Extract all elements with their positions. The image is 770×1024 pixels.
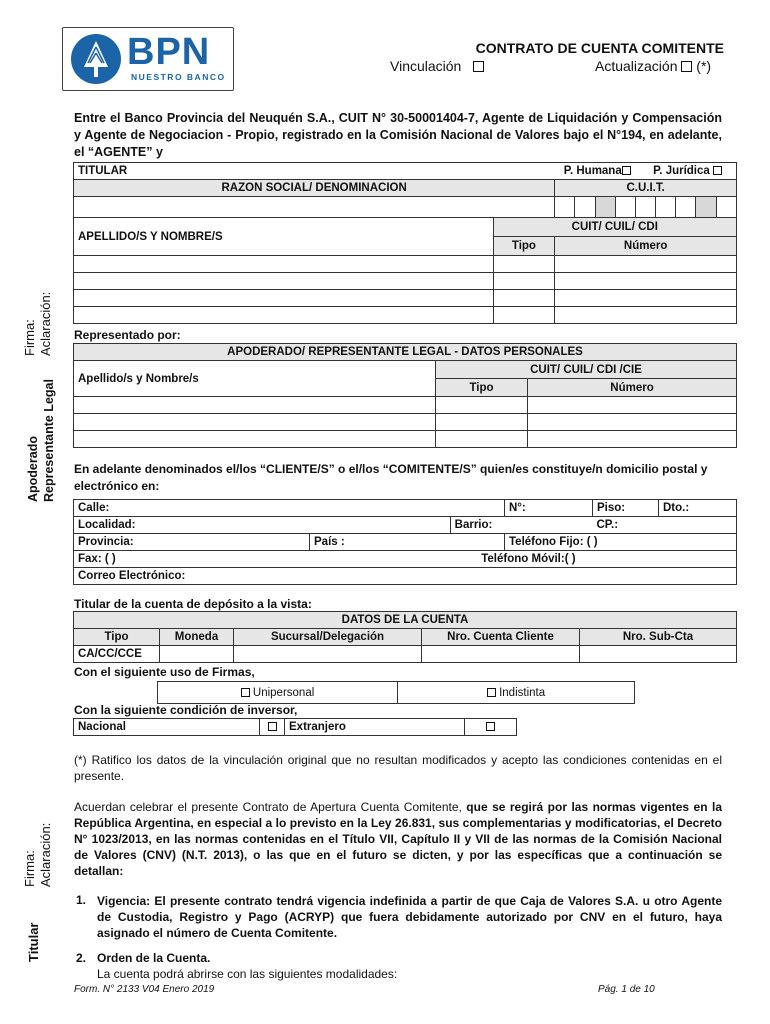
- inversor-table: [73, 718, 517, 736]
- extranjero-checkbox[interactable]: [486, 722, 495, 731]
- firmas-label: Con el siguiente uso de Firmas,: [74, 665, 255, 679]
- cuenta-tipo-header: Tipo: [74, 629, 160, 646]
- firma-unipersonal-option[interactable]: Unipersonal: [158, 682, 398, 704]
- titular-table: [73, 162, 737, 324]
- item-2-title: Orden de la Cuenta.: [97, 951, 211, 965]
- barrio-field[interactable]: Barrio:: [450, 517, 592, 534]
- footer-form: Form. N° 2133 V04 Enero 2019: [74, 984, 215, 995]
- cuenta-nro-cliente-header: Nro. Cuenta Cliente: [422, 629, 580, 646]
- cuit-separator: [595, 197, 615, 218]
- rep-tipo-input[interactable]: [436, 414, 528, 431]
- cuenta-moneda-input[interactable]: [160, 646, 234, 663]
- cuit-digit[interactable]: [615, 197, 635, 218]
- acuerdan-lead: Acuerdan celebrar el presente Contrato de Apertura Cuenta Comitente,: [74, 800, 462, 814]
- acuerdan-paragraph: [74, 799, 722, 879]
- nacional-label: Nacional: [74, 719, 260, 736]
- cuenta-table: [73, 611, 737, 663]
- apellido-header: APELLIDO/S Y NOMBRE/S: [74, 218, 494, 256]
- side-firma-apoderado: Firma:: [22, 319, 37, 356]
- cuit-digit[interactable]: [635, 197, 655, 218]
- cuit-digit[interactable]: [676, 197, 696, 218]
- rep-name-input[interactable]: [74, 431, 436, 448]
- cuenta-sucursal-input[interactable]: [234, 646, 422, 663]
- titular-tipo-input[interactable]: [493, 273, 555, 290]
- extranjero-label: Extranjero: [285, 719, 465, 736]
- rep-numero-header: Número: [528, 379, 737, 397]
- unipersonal-checkbox[interactable]: [241, 688, 250, 697]
- titular-label: TITULAR: [74, 163, 555, 180]
- titular-tipo-input[interactable]: [493, 307, 555, 324]
- cuit-header: C.U.I.T.: [555, 180, 737, 197]
- persona-type: P. Humana P. Jurídica: [555, 163, 737, 180]
- titular-name-input[interactable]: [74, 256, 494, 273]
- pais-field[interactable]: País :: [310, 534, 505, 551]
- titular-name-input[interactable]: [74, 307, 494, 324]
- correo-field[interactable]: Correo Electrónico:: [74, 568, 737, 585]
- acuerdan-body: que se regirá por las normas vigentes en la República Argentina, en especial a lo previsto en la Ley 26.831, sus complementarias y modificatorias, el Decreto N° 1023/2013, en las normas contenidas en el Título VII, Capítulo II y VII de las normas de la Comisión Nacional de Valores (CNV) (N.T. 2013), o las que en el futuro se dicten, y por las específicas que a continuación se detallan:: [74, 800, 722, 878]
- item-2-text: La cuenta podrá abrirse con las siguientes modalidades:: [97, 967, 398, 981]
- actualizacion-label: Actualización (*): [595, 58, 712, 74]
- side-aclaracion-apoderado: Aclaración:: [38, 291, 53, 356]
- cuenta-label: Titular de la cuenta de depósito a la vista:: [74, 597, 312, 611]
- item-2-number: 2.: [76, 951, 87, 965]
- intro-paragraph: Entre el Banco Provincia del Neuquén S.A., CUIT N° 30-50001404-7, Agente de Liquidación y Compensación y Agente de Negociacion - Propio, registrado en la Comisión Nacional de Valores bajo el N°194, en adelante, el “AGENTE” y: [74, 111, 722, 159]
- side-titular: Titular: [26, 922, 41, 962]
- titular-numero-input[interactable]: [555, 307, 737, 324]
- dto-field[interactable]: Dto.:: [659, 500, 737, 517]
- numero-header: Número: [555, 237, 737, 256]
- cuenta-nro-sub-header: Nro. Sub-Cta: [580, 629, 737, 646]
- side-firma-titular: Firma:: [22, 850, 37, 887]
- rep-name-input[interactable]: [74, 397, 436, 414]
- razon-social-input[interactable]: [74, 197, 555, 218]
- item-1-text: Vigencia: El presente contrato tendrá vigencia indefinida a partir de que Caja de Valores S.A. u otro Agente de Custodia, Registro y Pago (ACRYP) que fuera debidamente autorizado por CNV en el futuro, haya asignado el número de Cuenta Comitente.: [97, 894, 722, 940]
- side-representante: Representante Legal: [42, 379, 56, 502]
- logo-text: BPN: [127, 31, 211, 73]
- piso-field[interactable]: Piso:: [593, 500, 659, 517]
- inversor-label: Con la siguiente condición de inversor,: [74, 703, 298, 717]
- p-humana-checkbox[interactable]: [622, 166, 631, 175]
- tree-icon: [70, 33, 122, 85]
- rep-tipo-header: Tipo: [436, 379, 528, 397]
- cuit-digit[interactable]: [555, 197, 575, 218]
- rep-numero-input[interactable]: [528, 431, 737, 448]
- provincia-field[interactable]: Provincia:: [74, 534, 310, 551]
- titular-numero-input[interactable]: [555, 273, 737, 290]
- representante-table: [73, 343, 737, 448]
- vinculacion-checkbox[interactable]: [473, 61, 484, 72]
- cuit-digit[interactable]: [656, 197, 676, 218]
- rep-apellido-header: Apellido/s y Nombre/s: [74, 361, 436, 397]
- nro-field[interactable]: N°:: [505, 500, 593, 517]
- calle-field[interactable]: Calle:: [74, 500, 451, 517]
- cuit-digit[interactable]: [716, 197, 736, 218]
- titular-numero-input[interactable]: [555, 256, 737, 273]
- cuit-cuil-header: CUIT/ CUIL/ CDI: [493, 218, 736, 237]
- rep-numero-input[interactable]: [528, 414, 737, 431]
- side-aclaracion-titular: Aclaración:: [38, 822, 53, 887]
- razon-social-header: RAZON SOCIAL/ DENOMINACION: [74, 180, 555, 197]
- rep-cuit-header: CUIT/ CUIL/ CDI /CIE: [436, 361, 737, 379]
- fax-field[interactable]: Fax: ( ): [74, 551, 478, 568]
- firmas-table: [157, 681, 635, 704]
- cp-field[interactable]: CP.:: [593, 517, 737, 534]
- ratifico-paragraph: (*) Ratifico los datos de la vinculación original que no resultan modificados y acepto las condiciones contenidas en el presente.: [74, 753, 722, 783]
- cuenta-nro-sub-input[interactable]: [580, 646, 737, 663]
- rep-numero-input[interactable]: [528, 397, 737, 414]
- titular-tipo-input[interactable]: [493, 290, 555, 307]
- logo-tagline: NUESTRO BANCO: [131, 72, 226, 82]
- rep-tipo-input[interactable]: [436, 397, 528, 414]
- representante-title: APODERADO/ REPRESENTANTE LEGAL - DATOS PERSONALES: [74, 344, 737, 361]
- indistinta-checkbox[interactable]: [487, 688, 496, 697]
- cuit-separator: [696, 197, 716, 218]
- actualizacion-checkbox[interactable]: [681, 61, 692, 72]
- titular-tipo-input[interactable]: [493, 256, 555, 273]
- rep-tipo-input[interactable]: [436, 431, 528, 448]
- page-title: CONTRATO DE CUENTA COMITENTE: [475, 40, 724, 56]
- clientes-paragraph: En adelante denominados el/los “CLIENTE/S” o el/los “COMITENTE/S” quien/es constituye/n domicilio postal y electrónico en:: [74, 462, 708, 493]
- side-apoderado: Apoderado: [26, 436, 40, 502]
- titular-name-input[interactable]: [74, 290, 494, 307]
- p-juridica-checkbox[interactable]: [713, 166, 722, 175]
- rep-name-input[interactable]: [74, 414, 436, 431]
- tipo-header: Tipo: [493, 237, 555, 256]
- domicilio-table: [73, 499, 737, 585]
- cuenta-sucursal-header: Sucursal/Delegación: [234, 629, 422, 646]
- movil-field[interactable]: Teléfono Móvil:( ): [477, 551, 736, 568]
- titular-numero-input[interactable]: [555, 290, 737, 307]
- footer-page: Pág. 1 de 10: [598, 984, 655, 995]
- cuenta-nro-cliente-input[interactable]: [422, 646, 580, 663]
- cuenta-moneda-header: Moneda: [160, 629, 234, 646]
- cuenta-tipo-value: CA/CC/CCE: [74, 646, 160, 663]
- localidad-field[interactable]: Localidad:: [74, 517, 451, 534]
- nacional-checkbox[interactable]: [268, 722, 277, 731]
- vinculacion-label: Vinculación: [390, 58, 484, 74]
- extranjero-option[interactable]: [465, 719, 517, 736]
- item-1-number: 1.: [76, 893, 87, 907]
- nacional-option[interactable]: [260, 719, 285, 736]
- cuit-digit[interactable]: [575, 197, 595, 218]
- cuenta-title: DATOS DE LA CUENTA: [74, 612, 737, 629]
- firma-indistinta-option[interactable]: Indistinta: [398, 682, 635, 704]
- telefono-field[interactable]: Teléfono Fijo: ( ): [505, 534, 737, 551]
- representado-label: Representado por:: [74, 328, 181, 342]
- titular-name-input[interactable]: [74, 273, 494, 290]
